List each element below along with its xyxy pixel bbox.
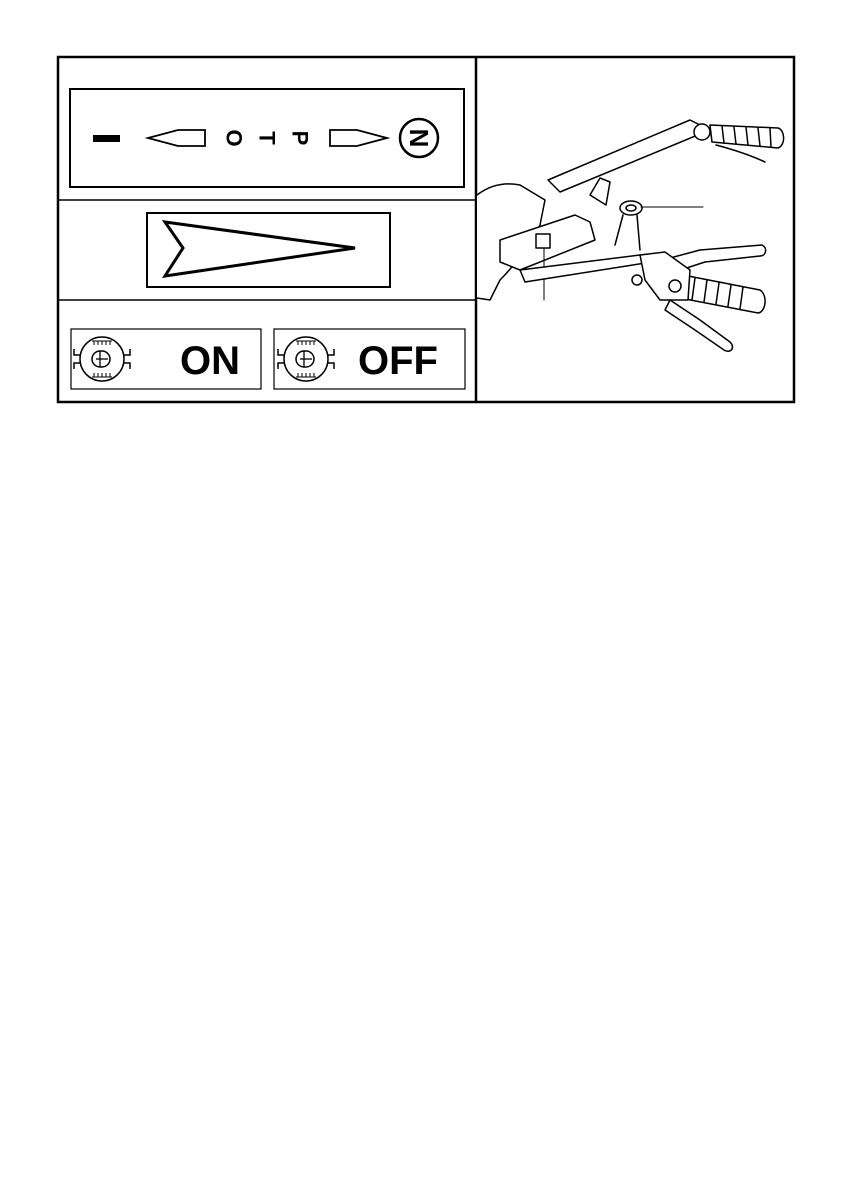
lamp-on-label xyxy=(71,329,261,389)
upper-handlebar xyxy=(548,120,705,192)
switch-button xyxy=(536,234,550,248)
pto-label-panel xyxy=(70,89,464,187)
engaged-bar-symbol xyxy=(93,135,120,142)
pto-knob-center xyxy=(626,205,636,211)
direction-arrow-panel xyxy=(147,213,390,287)
pto-letter-o: O xyxy=(221,129,247,147)
side-bolt xyxy=(632,275,642,285)
clamp-bolt xyxy=(669,280,681,292)
lamp-on-text: ON xyxy=(180,339,240,383)
handlebar-illustration xyxy=(477,120,784,351)
upper-lever xyxy=(716,145,765,162)
pto-rod xyxy=(615,215,640,250)
lamp-off-text: OFF xyxy=(358,339,438,383)
pto-letter-t: T xyxy=(254,131,280,145)
lamp-off-label xyxy=(274,329,465,389)
neutral-symbol: N xyxy=(404,128,434,148)
throttle-lever xyxy=(590,178,610,205)
brake-lever-lower xyxy=(665,300,732,351)
pto-letter-p: P xyxy=(287,130,313,146)
upper-bolt xyxy=(694,124,710,140)
